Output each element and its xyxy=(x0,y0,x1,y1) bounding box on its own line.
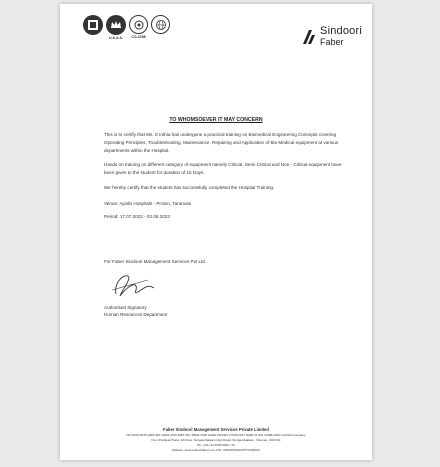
company-logo xyxy=(302,26,362,47)
footer-address: No.1 Pushpak Plaza, 4th Floor, Nungambakkam High Road, Nungambakkam, Chennai - 600 034 xyxy=(151,438,281,442)
cert-logo-4 xyxy=(151,15,170,34)
crown-seal-icon xyxy=(106,15,126,35)
cert-logo-co: CO-3268 xyxy=(129,15,148,39)
page-footer xyxy=(68,427,364,452)
certificate-page xyxy=(60,4,372,460)
paragraph-training: Hands on training on different category of equipment namely Critical, Semi Critical and Non - Critical equipment have been given to the student for duration of 15 Days. xyxy=(104,162,342,175)
paragraph-completion: We hereby certify that the student has successfully completed the Hospital Training. xyxy=(104,185,275,190)
certification-logos xyxy=(83,15,170,40)
signatory-block xyxy=(104,304,167,318)
brand-sub: Faber xyxy=(320,37,344,47)
footer-phone: Ph: (+91) 44 4299 9400 / 10 xyxy=(197,443,235,447)
venue-line: Venue: Apollo Hospitals - Proton, Taramani xyxy=(104,201,192,206)
letter-title: TO WHOMSOEVER IT MAY CONCERN xyxy=(169,117,263,123)
globe-seal-icon xyxy=(151,15,170,34)
cert-logo-1 xyxy=(83,15,103,35)
handwritten-signature xyxy=(108,266,168,302)
footer-company: Faber Sindoori Management Services Private Limited xyxy=(163,427,269,432)
brand-name: Sindoori xyxy=(320,25,362,37)
sindoori-logo-icon xyxy=(302,29,316,45)
emblem-seal-icon xyxy=(129,15,148,34)
footer-web: Website: www.sindoorifaber.com CIN: U85100TN2007PTC064627 xyxy=(171,448,261,452)
period-line: Period: 17.07.2023 - 02.08.2023 xyxy=(104,214,170,219)
signatory-title: Authorised Signatory xyxy=(104,305,147,310)
for-company-line: For Faber Sindoori Management Services Pvt Ltd. xyxy=(104,259,207,264)
footer-certs: ISO 9001:2015 QMS ISO 14001:2015 EMS ISO 45001:2018 OH&S ISO/IEC 17025:2017 NABL IS ISO 13485:2016 Certified Company xyxy=(126,433,306,437)
paragraph-certification: This is to certify that Ms. S Inthia has undergone a practical training on Biomedical Engineering Concepts covering Operating Principles, Troubleshooting, Maintenance, Repairing and Application of Bio Medical equipment at various departments within the Hospital. xyxy=(104,132,339,153)
certification-seal-icon xyxy=(83,15,103,35)
cert-logo-ukas: U.K.A.S. xyxy=(106,15,126,40)
signatory-department: Human Resources Department xyxy=(104,312,168,317)
